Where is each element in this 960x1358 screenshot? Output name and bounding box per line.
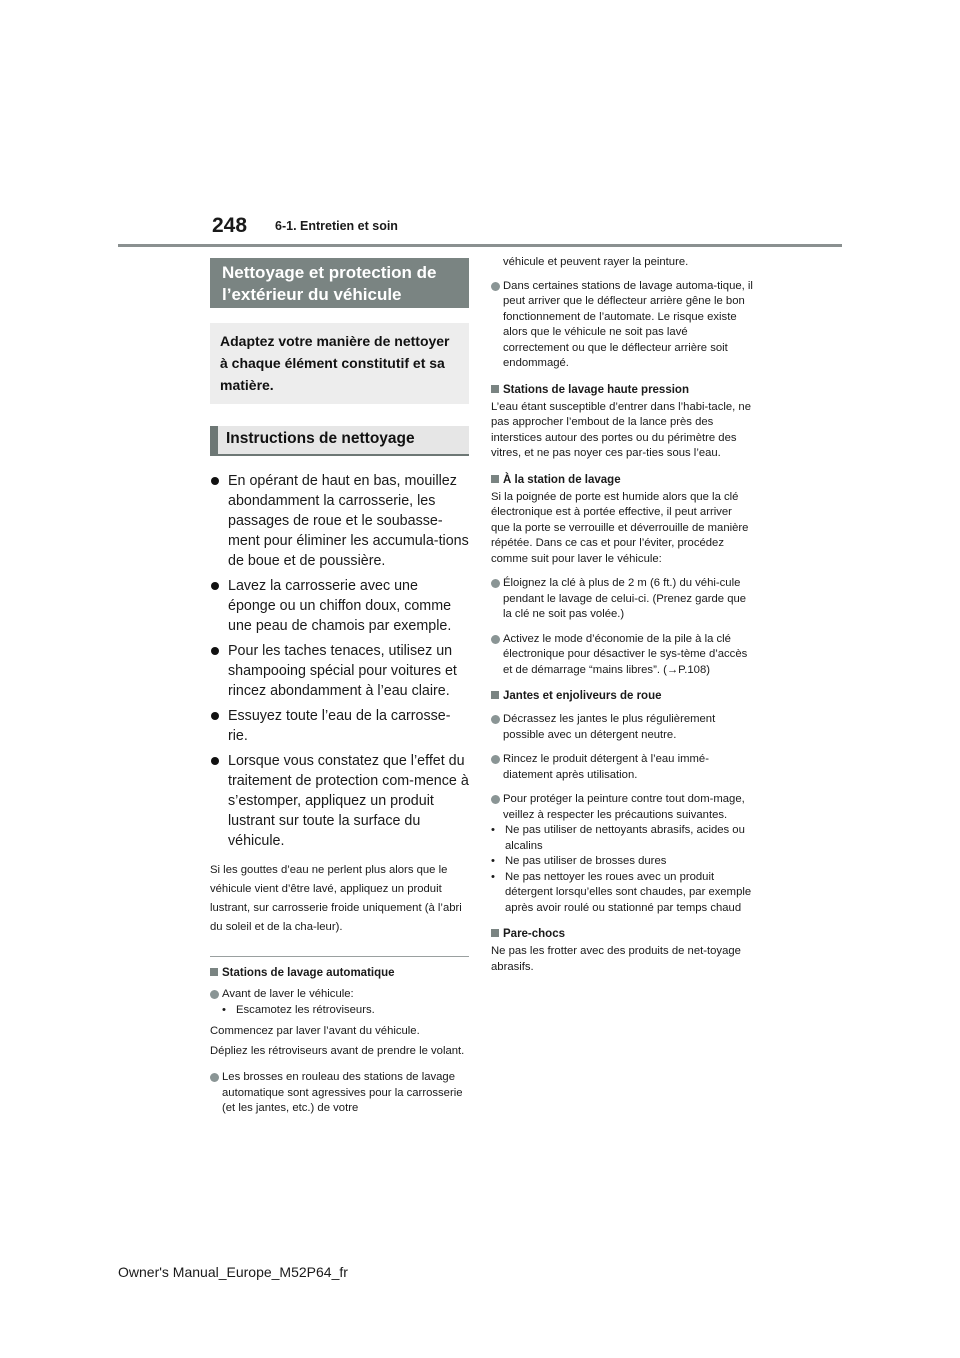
header-rule: [118, 244, 842, 247]
left-column: [210, 258, 469, 1117]
list-item-text: Lorsque vous constatez que l’effet du traitement de protection com-mence à s’estomper, appliquez un produit lustrant sur toute la surface du véhicule.: [228, 753, 469, 849]
paragraph: Si la poignée de porte est humide alors que la clé électronique est à portée effective, il peut arriver que la porte se verrouille et déverrouille de manière répétée. Dans ce cas et pour l’éviter, procédez comme suit pour laver le véhicule:: [491, 490, 749, 565]
circle-bullet-icon: [491, 579, 500, 588]
circle-bullet-icon: [210, 1073, 219, 1082]
page-number: 248: [212, 214, 248, 237]
circle-bullet-icon: [491, 755, 500, 764]
circle-bullet-icon: [491, 715, 500, 724]
square-bullet-icon: [491, 929, 499, 937]
square-bullet-icon: [491, 385, 499, 393]
list-item: [210, 576, 469, 636]
heading-bumpers: Pare-chocs: [491, 927, 753, 942]
paragraph: L’eau étant susceptible d’entrer dans l’habi-tacle, ne pas approcher l’embout de la lance près des interstices autour des portes ou du périmètre des vitres, et ne pas noyer ces par-ties sous l’eau.: [491, 400, 751, 459]
circle-bullet-icon: [491, 635, 500, 644]
list-item: Dans certaines stations de lavage automa-tique, il peut arriver que le déflecteur arrière gêne le bon fonctionnement de l’automate. Le risque existe alors que le véhicule ne soit pas lavé correctement ou que le déflecteur arrière soit endommagé.: [491, 279, 753, 372]
square-bullet-icon: [210, 968, 218, 976]
list-item: [210, 471, 469, 571]
paragraph: Commencez par laver l’avant du véhicule.: [210, 1025, 420, 1037]
circle-bullet-icon: [491, 282, 500, 291]
sub-list-item: • Ne pas utiliser de brosses dures: [491, 855, 667, 867]
bullet-icon: [211, 712, 219, 720]
section-header: 6-1. Entretien et soin: [275, 219, 398, 233]
list-item-text: En opérant de haut en bas, mouillez abondamment la carrosserie, les passages de roue et le soubasse-ment pour éliminer les accumula-tions de boue et de poussière.: [228, 473, 469, 569]
list-item-text: Pour les taches tenaces, utilisez un shampooing spécial pour voitures et rincez abondamment à l’eau claire.: [228, 643, 457, 699]
bullet-icon: [211, 477, 219, 485]
list-item-text: Essuyez toute l’eau de la carrosse-rie.: [228, 708, 451, 744]
list-item: [210, 751, 469, 851]
subhead-cleaning-instructions: Instructions de nettoyage: [210, 426, 469, 456]
list-item: [210, 641, 469, 701]
page-title: Nettoyage et protection de l’extérieur du véhicule: [210, 258, 469, 308]
list-item: Rincez le produit détergent à l’eau immé-diatement après utilisation.: [491, 752, 753, 783]
polish-note: Si les gouttes d’eau ne perlent plus alors que le véhicule vient d’être lavé, appliquez un produit lustrant, sur carrosserie froide uniquement (à l’abri du soleil et de la cha-leur).: [210, 864, 462, 933]
paragraph: véhicule et peuvent rayer la peinture.: [503, 256, 689, 268]
bullet-icon: [211, 647, 219, 655]
heading-car-wash: À la station de lavage: [491, 473, 753, 488]
list-item: [210, 706, 469, 746]
heading-high-pressure: Stations de lavage haute pression: [491, 383, 753, 398]
circle-bullet-icon: [210, 990, 219, 999]
list-item: Les brosses en rouleau des stations de lavage automatique sont agressives pour la carrosserie (et les jantes, etc.) de votre: [210, 1070, 469, 1117]
right-column: [491, 255, 753, 975]
list-item: Activez le mode d’économie de la pile à la clé électronique pour désactiver le sys-tème d’accès et de démarrage “mains libres”. (→P.108): [491, 632, 753, 679]
list-item: Pour protéger la peinture contre tout dom-mage, veillez à respecter les précautions suivantes.: [491, 792, 753, 823]
heading-wheels: Jantes et enjoliveurs de roue: [491, 689, 753, 704]
bullet-icon: [211, 757, 219, 765]
circle-bullet-icon: [491, 795, 500, 804]
intro-box: Adaptez votre manière de nettoyer à chaque élément constitutif et sa matière.: [210, 323, 469, 404]
footer: Owner's Manual_Europe_M52P64_fr: [118, 1264, 348, 1280]
square-bullet-icon: [491, 691, 499, 699]
heading-auto-wash: Stations de lavage automatique: [210, 966, 469, 981]
list-item: Éloignez la clé à plus de 2 m (6 ft.) du véhi-cule pendant le lavage de celui-ci. (Prenez garde que la clé ne soit pas volée.): [491, 576, 753, 623]
list-item: Avant de laver le véhicule: • Escamotez les rétroviseurs.: [210, 987, 469, 1018]
list-item: Décrassez les jantes le plus régulièrement possible avec un détergent neutre.: [491, 712, 753, 743]
divider: [210, 956, 469, 957]
bullet-icon: [211, 582, 219, 590]
paragraph: Ne pas les frotter avec des produits de net-toyage abrasifs.: [491, 945, 741, 973]
sub-list-item: • Ne pas nettoyer les roues avec un produit détergent lorsqu’elles sont chaudes, par exemple après avoir roulé ou stationné par temps chaud: [491, 870, 752, 914]
list-item-text: Lavez la carrosserie avec une éponge ou un chiffon doux, comme une peau de chamois par exemple.: [228, 578, 452, 634]
sub-list-item: • Ne pas utiliser de nettoyants abrasifs, acides ou alcalins: [491, 824, 745, 852]
cleaning-steps-list: [210, 471, 469, 851]
square-bullet-icon: [491, 475, 499, 483]
paragraph: Dépliez les rétroviseurs avant de prendre le volant.: [210, 1045, 465, 1057]
